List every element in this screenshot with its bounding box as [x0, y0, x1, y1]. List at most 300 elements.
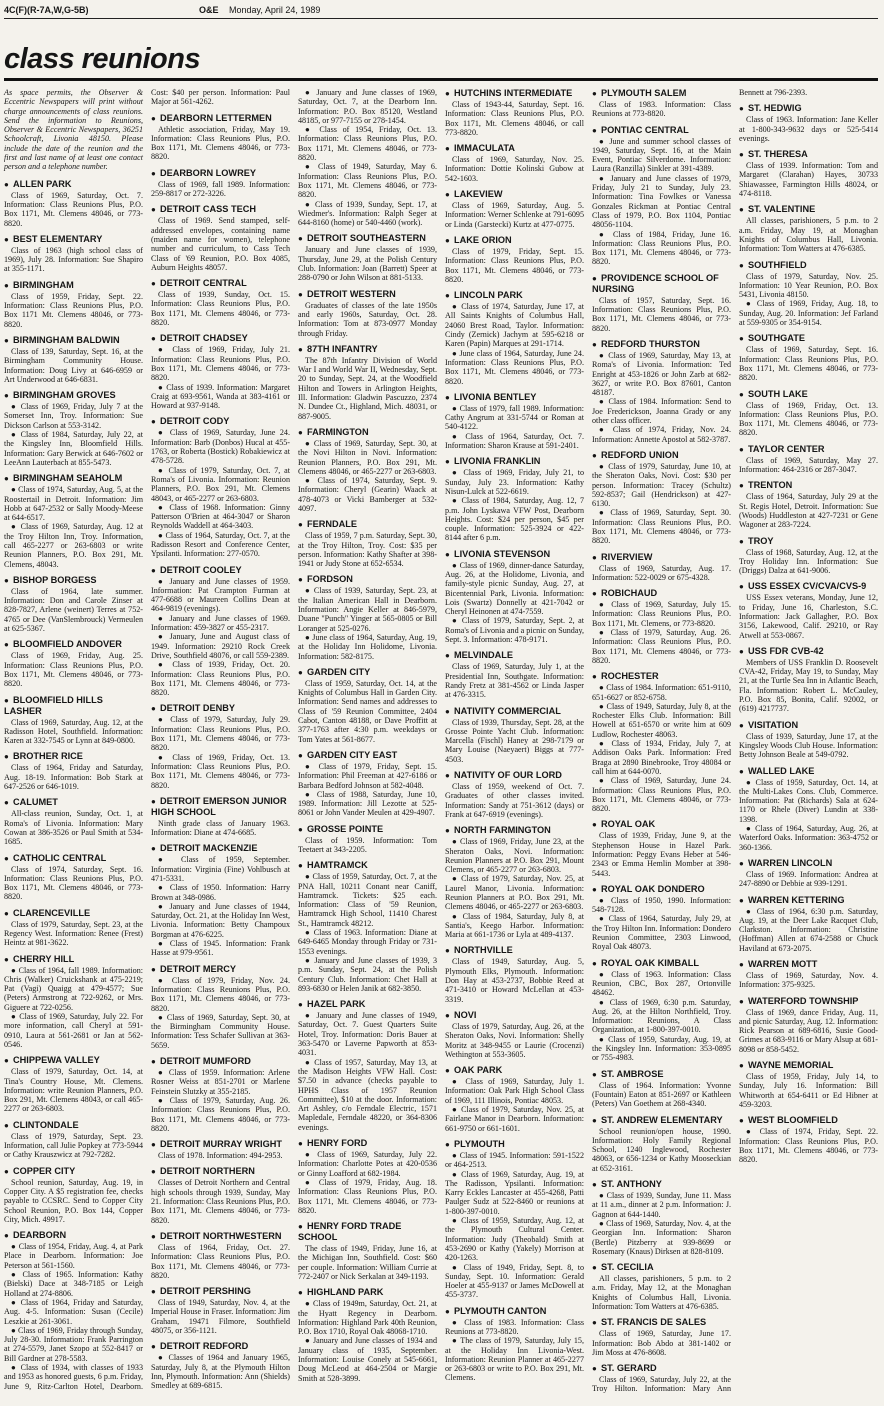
- school-name: [739, 858, 878, 869]
- school-name-text: ST. FRANCIS DE SALES: [601, 1317, 707, 1328]
- reunion-details: Class of 1939. Information: Tom and Margaret (Clarahan) Hayes, 30733 Shiawassee, Farmington Hills 48024, or 474-8118.: [739, 161, 878, 199]
- school-name: [592, 1262, 731, 1273]
- school-name: [445, 549, 584, 560]
- bullet-icon: ●: [592, 89, 597, 98]
- school-name-text: WARREN KETTERING: [748, 894, 845, 905]
- reunion-entry: [298, 574, 437, 660]
- reunion-entry: [739, 766, 878, 852]
- school-name: [151, 1166, 290, 1177]
- reunion-entry: [151, 703, 290, 789]
- school-name: [4, 954, 143, 965]
- reunion-details: ● Class of 1969, Saturday, July 22. Information: Charlotte Potes at 420-0536 or Ginny Loafford at 682-1984.: [298, 1150, 437, 1178]
- school-name-text: SOUTHFIELD: [748, 259, 807, 270]
- school-name: [151, 1056, 290, 1067]
- reunion-details: ● Class of 1974, Friday, Sept. 22. Information: Class Reunions Plus, P.O. Box 1171, Mt. Clemens 48046, or 773-8820.: [739, 1127, 878, 1165]
- school-name-text: OAK PARK: [454, 1065, 503, 1076]
- reunion-details: ● Class of 1939, Friday, Oct. 20. Information: Class Reunions Plus, P.O. Box 1171, Mt. Clemens 48046, or 773-8820.: [151, 660, 290, 698]
- reunion-details: ● Class of 1945. Information: 591-1522 or 464-2513.: [445, 1150, 584, 1170]
- school-name: [151, 1231, 290, 1242]
- bullet-icon: ●: [592, 1115, 597, 1125]
- school-name: [445, 650, 584, 661]
- school-name-text: ST. AMBROSE: [601, 1068, 664, 1079]
- bullet-icon: ●: [151, 1057, 156, 1067]
- school-name-text: ST. HEDWIG: [748, 103, 802, 114]
- school-name-text: ST. ANTHONY: [601, 1179, 662, 1190]
- school-name: [151, 168, 290, 179]
- reunion-entry: [4, 575, 143, 633]
- bullet-icon: ●: [445, 826, 450, 836]
- reunion-details: ● Class of 1969, Friday, July 7 at the Somerset Inn, Troy. Information: Sue Dickson Carlson at 553-3142.: [4, 402, 143, 430]
- school-name-text: DETROIT SOUTHEASTERN: [307, 233, 426, 244]
- reunion-entry: [739, 581, 878, 639]
- reunion-details: Class of 1969. Send stamped, self-addressed envelopes, containing name (maiden name for women), telephone number and curriculum, to Cass Tech Class of '69 Reunion, P.O. Box 4085, Auburn Heights 48057.: [151, 216, 290, 272]
- school-name: [151, 843, 290, 854]
- bullet-icon: ●: [445, 235, 450, 245]
- school-name-text: WEST BLOOMFIELD: [748, 1115, 838, 1126]
- bullet-icon: ●: [445, 1066, 450, 1076]
- bullet-icon: ●: [445, 291, 450, 301]
- reunion-details: ● Class of 1984. Information: 651-9110, 651-6627 or 852-6758.: [592, 683, 731, 702]
- reunion-details: ● Class of 1969, Saturday, Nov. 4, at the Georgian Inn. Information: Sharon (Bertle) Pitzberry at 939-8699 or Rosemary (Knaus) Dirksen at 828-8109.: [592, 1218, 731, 1256]
- reunion-entry: [4, 390, 143, 467]
- school-name: [4, 473, 143, 484]
- school-name-text: ST. CECILIA: [601, 1262, 654, 1273]
- bullet-icon: ●: [445, 549, 450, 559]
- school-name-text: RIVERVIEW: [601, 551, 653, 562]
- reunion-entry: [298, 1138, 437, 1215]
- bullet-icon: ●: [739, 205, 744, 215]
- reunion-entry: [151, 168, 290, 199]
- reunion-details: Class of 1959, Saturday, Oct. 14, at the Knights of Columbus Hall in Garden City. Information: Send names and addresses to Class of '59 Reunion Committee, 2404 Cabot, Canton 48188, or Dave Proffitt at 377-1763 after 4:30 p.m. weekdays or Tom Yates at 561-8677.: [298, 678, 437, 744]
- reunion-details: Class of 1969, Saturday, Aug. 5. Information: Werner Schlenke at 791-6095 or Linda (Garstecki) Kurtz at 477-0775.: [445, 201, 585, 229]
- school-name-text: ROBICHAUD: [601, 588, 658, 599]
- bullet-icon: ●: [592, 1069, 597, 1079]
- school-name: [4, 280, 143, 291]
- reunion-details: Class of 1979, Saturday, Aug. 26, at the Sheraton Oaks, Novi. Information: Shelly Moritz at 348-9455 or Laurie (Crocenzi) Wethington at 553-3605.: [445, 1021, 584, 1059]
- reunion-details: Class of 1963. Information: Jane Keller at 1-800-343-9632 days or 525-5414 evenings.: [739, 115, 878, 143]
- reunion-details: ● Class of 1959, September. Information: Virginia (Fine) Vohlbusch at 471-5331.: [151, 855, 290, 883]
- reunion-entry: [592, 339, 731, 444]
- reunion-details: ● Class of 1945. Information: Frank Hasse at 979-9561.: [151, 939, 290, 958]
- bullet-icon: ●: [445, 1306, 450, 1316]
- reunion-details: Class of 1969, Saturday, July 1, at the Presidential Inn, Southgate. Information: Randy Fretz at 381-4562 or Linda Jasper at 476-3315.: [445, 662, 584, 700]
- school-name: [592, 1179, 731, 1190]
- reunion-details: Class of 1968, Saturday, Aug. 12, at the Troy Holiday Inn. Information: Sue (Driggs) Dalza at 641-9006.: [739, 547, 878, 576]
- reunion-details: Class of 1939, Friday, June 9, at the Stephenson House in Hazel Park. Information: Peggy Evans Heber at 546-2343 or Emma Hemlin Momber at 398-5443.: [592, 831, 731, 878]
- reunion-details: Class of 1969, Saturday, June 17. Information: Bob Abdo at 381-1402 or Jim Moss at 476-8608.: [592, 1329, 731, 1357]
- reunion-details: ● June class of 1964, Saturday, Aug. 19, at the Holiday Inn Holidome, Livonia. Information: 582-8175.: [298, 632, 437, 661]
- school-name-text: PROVIDENCE SCHOOL OF NURSING: [592, 272, 719, 294]
- reunion-details: ● January and June classes of 1939, 3 p.m. Sunday, Sept. 24, at the Polish Century Club. Information: Chet Hall at 893-6830 or Helen Janik at 682-3850.: [298, 955, 437, 993]
- school-name: [298, 233, 437, 244]
- reunion-details: Class of 1939, Thursday, Sept. 28, at the Grosse Pointe Yacht Club. Information: Marcella (Fischl) Haney at 298-7179 or Mary Louise (Naeyaert) Biggs at 777-4503.: [445, 717, 584, 764]
- bullet-icon: ●: [445, 946, 450, 956]
- school-name-text: BLOOMFIELD HILLS LASHER: [4, 694, 103, 716]
- school-name-text: CHERRY HILL: [13, 953, 75, 964]
- reunion-details: ● Class of 1950. Information: Harry Brown at 348-0986.: [151, 883, 290, 902]
- bullet-icon: ●: [151, 334, 156, 344]
- reunion-details: ● Class of 1965. Information: Kathy (Bielski) Dace at 348-7185 or Leigh Holland at 274-8806.: [4, 1270, 143, 1298]
- school-name: [151, 416, 290, 427]
- reunion-entry: [151, 1139, 290, 1160]
- bullet-icon: ●: [592, 1364, 597, 1374]
- bullet-icon: ●: [592, 672, 597, 682]
- school-name-text: LINCOLN PARK: [454, 290, 523, 301]
- reunion-details: ● Class of 1954, Friday, Oct. 13. Information: Class Reunions Plus, P.O. Box 1171, Mt. Clemens 48046, or 773-8820.: [298, 125, 437, 163]
- bullet-icon: ●: [592, 589, 597, 599]
- reunion-entry: [445, 290, 584, 386]
- bullet-icon: ●: [739, 646, 744, 656]
- school-name: [739, 581, 878, 592]
- reunion-entry: [151, 204, 290, 272]
- school-name: [739, 333, 878, 344]
- school-name: [739, 536, 878, 547]
- school-name-text: VISITATION: [748, 719, 799, 730]
- reunion-details: USS Essex veterans, Monday, June 12, to Friday, June 16, Charleston, S.C. Information: Jack Gallagher, P.O. Box 3156, Lakewood, Calif. 29210, or Ray Atwell at 553-0867.: [739, 593, 878, 640]
- reunion-entry: [592, 1317, 731, 1357]
- reunion-entry: [445, 392, 584, 450]
- school-name: [298, 574, 437, 585]
- school-name: [739, 1060, 878, 1071]
- school-name: [739, 389, 878, 400]
- reunion-entry: [298, 667, 437, 744]
- page-title: class reunions: [4, 43, 201, 75]
- bullet-icon: ●: [4, 752, 9, 762]
- school-name-text: 87TH INFANTRY: [307, 343, 378, 354]
- reunion-details: Class of 1939, Saturday, June 17, at the Kingsley Woods Club House. Information: Betty Johnson Beale at 549-0792.: [739, 731, 878, 760]
- school-name: [739, 480, 878, 491]
- bullet-icon: ●: [592, 1180, 597, 1190]
- school-name-text: ROYAL OAK KIMBALL: [601, 957, 700, 968]
- reunion-entry: [445, 1065, 584, 1133]
- school-name-text: IMMACULATA: [454, 143, 515, 154]
- school-name-text: USS FDR CVB-42: [748, 645, 824, 656]
- bullet-icon: ●: [298, 234, 303, 244]
- reunion-details: ● Class of 1949, Friday, Sept. 8, to Sunday, Sept. 10. Information: Gerald Hoeler at 455-9137 or James McDowell at 455-3737.: [445, 1262, 584, 1300]
- reunion-details: ● Class of 1969, Friday, July 21, to Sunday, July 23. Information: Kathy Nisun-Lulck at 522-6619.: [445, 468, 584, 496]
- school-name-text: LAKE ORION: [454, 234, 512, 245]
- school-name: [298, 750, 437, 761]
- bullet-icon: ●: [4, 1056, 9, 1066]
- reunion-entry: [445, 706, 584, 764]
- school-name: [592, 671, 731, 682]
- reunion-details: Members of USS Franklin D. Roosevelt CVA-42, Friday, May 19, to Sunday, May 21, at the Turtle Sea Inn in Atlantic Beach, Fla. Information: Robert L. McCauley, P.O. Box 85, Bonita, Calif. 92002, or (619) 4217737.: [739, 657, 878, 714]
- bullet-icon: ●: [739, 996, 744, 1006]
- school-name-text: HENRY FORD: [307, 1138, 368, 1149]
- school-name-text: NATIVITY OF OUR LORD: [454, 770, 562, 781]
- school-name: [445, 1139, 584, 1150]
- reunion-details: ● Class of 1949, Saturday, July 8, at the Rochester Elks Club. Information: Bill Howell at 651-6570 or write him at 609 Ludlow, Rochester 48063.: [592, 701, 731, 739]
- reunion-details: Class of 1979, Friday, Sept. 15. Information: Class Reunions Plus, P.O. Box 1171, Mt. Clemens 48046, or 773-8820.: [445, 246, 584, 284]
- school-name-text: ST. THERESA: [748, 149, 808, 160]
- school-name: [739, 720, 878, 731]
- reunion-details: ● Class of 1969, Saturday, July 22. For more information, call Cheryl at 591-0910, Laura at 561-2681 or Jan at 562-0546.: [4, 1012, 143, 1049]
- school-name-text: PLYMOUTH: [454, 1138, 505, 1149]
- reunion-details: Class of 1969, Saturday, Oct. 7. Information: Class Reunions Plus, P.O. Box 1171, Mt. Clemens 48046, or 773-8820.: [4, 190, 143, 228]
- bullet-icon: ●: [739, 895, 744, 905]
- bullet-icon: ●: [592, 958, 597, 968]
- school-name: [739, 1115, 878, 1126]
- school-name: [592, 552, 731, 563]
- reunion-entry: [151, 278, 290, 327]
- reunion-details: ● January and June classes of 1934 and January class of 1935, September. Information: Louise Conely at 545-6661, Doug McLeod at 464-2504 or Margie Smith at 528-3899.: [298, 1336, 437, 1383]
- reunion-details: Class of 1978. Information: 494-2953.: [158, 1151, 283, 1161]
- school-name: [4, 1120, 143, 1131]
- school-name-text: CLARENCEVILLE: [13, 907, 91, 918]
- reunion-entry: [592, 671, 731, 813]
- school-name: [298, 427, 437, 438]
- reunion-details: ● Class of 1979, Friday, Aug. 18. Information: Class Reunions Plus, P.O. Box 1171, Mt. Clemens 48046, or 773-8820.: [298, 1177, 437, 1215]
- intro-text: As space permits, the Observer & Eccentric Newspapers will print without charge announcements of class reunions. Send the information to Reunions, Observer & Eccentric Newspapers, 36251 Schoolcraft, Livonia 48150. Please include the date of the reunion and the first and last name of at least one contact person and a telephone number.: [4, 88, 143, 172]
- reunion-entry: [739, 996, 878, 1054]
- school-name-text: DEARBORN: [13, 1230, 67, 1241]
- school-name-text: CALUMET: [13, 797, 58, 808]
- bullet-icon: ●: [298, 861, 303, 871]
- school-name-text: DETROIT CHADSEY: [160, 333, 248, 344]
- school-name-text: ROYAL OAK DONDERO: [601, 883, 705, 894]
- school-name-text: DETROIT COOLEY: [160, 564, 242, 575]
- bullet-icon: ●: [151, 1167, 156, 1177]
- reunion-entry: [4, 751, 143, 791]
- reunion-details: January and June classes of 1939, Thursday, June 29, at the Polish Century Club. Information: Joan (Barrett) Speer at 288-0790 or John Wilson at 881-5133.: [298, 245, 437, 283]
- school-name-text: BLOOMFIELD ANDOVER: [13, 639, 122, 650]
- reunion-entry: [739, 389, 878, 438]
- reunion-details: ● The class of 1979, Saturday, July 15, at the Holiday Inn Livonia-West. Information: Reunion Planner at 465-2277 or 263-6803 or write to P.O. Box 291, Mt. Clemens.: [445, 1336, 584, 1383]
- school-name: [298, 999, 437, 1010]
- bullet-icon: ●: [298, 289, 303, 299]
- reunion-details: ● January and June classes of 1959. Information: Pat Crampton Furman at 477-6688 or Maureen Collins Dean at 464-9819 (evenings).: [151, 576, 290, 614]
- bullet-icon: ●: [739, 582, 744, 592]
- school-name: [4, 575, 143, 586]
- school-name: [592, 273, 731, 295]
- bullet-icon: ●: [4, 391, 9, 401]
- school-name: [592, 1069, 731, 1080]
- school-name-text: SOUTH LAKE: [748, 388, 808, 399]
- school-name: [592, 1115, 731, 1126]
- bullet-icon: ●: [298, 344, 303, 354]
- school-name: [151, 113, 290, 124]
- school-name-text: PONTIAC CENTRAL: [601, 124, 689, 135]
- reunion-details: ● Class of 1979, Saturday, Sept. 2, at Roma's of Livonia and a picnic on Sunday, Sept. 3. Information: 478-9171.: [445, 616, 584, 645]
- school-name: [592, 339, 731, 350]
- reunion-entry: [151, 333, 290, 410]
- reunion-entry: [298, 344, 437, 421]
- reunion-details: Class of 1969, Saturday, May 27. Information: 464-2316 or 287-3047.: [739, 455, 878, 475]
- bullet-icon: ●: [298, 667, 303, 677]
- reunion-entry: [151, 796, 290, 838]
- school-name-text: DETROIT MUMFORD: [160, 1056, 251, 1067]
- bullet-icon: ●: [4, 335, 9, 345]
- reunion-entry: [739, 480, 878, 529]
- reunion-details: ● Class of 1968. Information: Ginny Patterson O'Brien at 464-3047 or Sharon Reynolds Waddell at 464-3403.: [151, 502, 290, 531]
- reunion-details: ● Class of 1979, Friday, Nov. 24. Information: Class Reunions Plus, P.O. Box 1171, Mt. Clemens 48046, or 773-8820.: [151, 975, 290, 1013]
- school-name: [445, 235, 584, 246]
- reunion-details: ● Class of 1964, Saturday, Oct. 7. Information: Sharon Krause at 591-2401.: [445, 431, 584, 451]
- reunion-details: ● January and June classes of 1979, Friday, July 21 to Sunday, July 23. Information: Tina Fowlkes or Vanessa Gonzales Rickman at Pontiac Central Class of 1979, P.O. Box 1104, Pontiac 48056-1104.: [592, 173, 731, 230]
- school-name: [4, 390, 143, 401]
- reunion-entry: [445, 456, 584, 542]
- school-name: [4, 1230, 143, 1241]
- bullet-icon: ●: [445, 771, 450, 781]
- bullet-icon: ●: [298, 1288, 303, 1298]
- school-name-text: ST. ANDREW ELEMENTARY: [601, 1114, 723, 1125]
- reunion-entry: [592, 88, 731, 119]
- school-name: [151, 278, 290, 289]
- bullet-icon: ●: [739, 389, 744, 399]
- school-name: [739, 260, 878, 271]
- reunion-details: Class of 1959. Information: Tom Teetaert at 343-2205.: [298, 835, 437, 854]
- school-name: [298, 824, 437, 835]
- reunion-details: ● Class of 1983. Information: Class Reunions at 773-8820.: [445, 1317, 584, 1336]
- school-name-text: FORDSON: [307, 574, 353, 585]
- school-name-text: REDFORD UNION: [601, 449, 679, 460]
- bullet-icon: ●: [298, 1139, 303, 1149]
- school-name-text: LIVONIA BENTLEY: [454, 391, 537, 402]
- reunion-entry: [445, 650, 584, 699]
- reunion-entry: [151, 565, 290, 698]
- school-name-text: DEARBORN LOWREY: [160, 167, 256, 178]
- reunion-details: ● Class of 1979, fall 1989. Information: Cathy Angrum at 331-5744 or Roman at 540-4122.: [445, 403, 584, 432]
- reunion-entry: [298, 999, 437, 1132]
- bullet-icon: ●: [298, 824, 303, 834]
- school-name: [445, 1010, 584, 1021]
- reunion-details: Class of 1969, Saturday, Sept. 16. Information: Class Reunions Plus, P.O. Box 1171, Mt. Clemens 48046, or 773-8820.: [739, 345, 878, 383]
- reunion-details: ● Class of 1969, dinner-dance Saturday, Aug. 26, at the Holidome, Livonia, and family-style picnic Sunday, Aug. 27, at Bicentennial Park, Livonia. Information: Lois (Swartz) Donnelly at 421-7042 or Cheryl Heinonen at 474-7559.: [445, 560, 584, 617]
- reunion-entry: [151, 1166, 290, 1224]
- school-name-text: NORTH FARMINGTON: [454, 825, 551, 836]
- bullet-icon: ●: [151, 565, 156, 575]
- school-name: [445, 88, 584, 99]
- reunion-details: ● January and June classes of 1949, Saturday, Oct. 7. Guest Quarters Suite Hotel, Troy. Information: Doris Bauer at 363-5470 or Laverne Papworth at 853-4031.: [298, 1011, 437, 1058]
- reunion-details: ● January and June classes of 1969. Information: 459-3827 or 455-2317.: [151, 613, 290, 633]
- school-name-text: WARREN LINCOLN: [748, 857, 833, 868]
- reunion-entry: [298, 519, 437, 568]
- bullet-icon: ●: [298, 575, 303, 585]
- reunion-details: ● Class of 1969, Saturday, May 13, at Roma's of Livonia. Information: Ted Enright at 453-1826 or John Zarb at 682-3627, or write P.O. Box 87601, Canton 48187.: [592, 350, 731, 398]
- reunion-details: The class of 1949, Friday, June 16, at the Michigan Inn, Southfield. Cost: $60 per couple. Information: William Currie at 772-2407 or Nick Serkalan at 349-1193.: [298, 1244, 437, 1281]
- school-name-text: GARDEN CITY: [307, 666, 371, 677]
- school-name-text: DETROIT MURRAY WRIGHT: [160, 1139, 282, 1150]
- reunion-details: ● Class of 1963. Information: Diane at 649-6465 Monday through Friday or 731-1553 evenings.: [298, 928, 437, 956]
- school-name: [592, 1363, 731, 1374]
- reunion-details: ● Class of 1979, Saturday, Aug. 26. Information: Class Reunions Plus, P.O. Box 1171, Mt. Clemens 48046, or 773-8820.: [592, 628, 731, 665]
- reunion-details: ● Class of 1969, Friday through Sunday, July 28-30. Information: Frank Parrington at 274-5579, Janet Szopo at 552-8417 or Bill Gardner at 278-5583.: [4, 1325, 143, 1363]
- reunion-details: ● Class of 1949m, Saturday, Oct. 21, at the Hyatt Regency in Dearborn. Information: Highland Park 40th Reunion, P.O. Box 1710, Royal Oak 48068-1710.: [298, 1299, 437, 1337]
- bullet-icon: ●: [151, 168, 156, 178]
- reunion-details: ● Class of 1979, Saturday, Nov. 25, at Laurel Manor, Livonia. Information: Reunion Planners at P.O. Box 291, Mt. Clemens 48046, or 465-2277 or 263-6803.: [445, 874, 584, 912]
- reunion-details: Class of 139, Saturday, Sept. 16, at the Birmingham Community House. Information: Doug Livy at 646-6959 or Art Underwood at 646-6831.: [4, 346, 143, 384]
- reunion-details: Class of 1979, Saturday, Sept. 23. Information, call Julie Popkey at 773-5944 or Cathy Krauszwicz at 792-7282.: [4, 1131, 143, 1160]
- school-name: [4, 179, 143, 190]
- reunion-entry: [739, 959, 878, 990]
- reunion-entry: [445, 189, 584, 229]
- reunion-entry: [445, 770, 584, 819]
- reunion-entry: [298, 1221, 437, 1281]
- bullet-icon: ●: [739, 1061, 744, 1071]
- reunion-entry: [739, 720, 878, 760]
- school-name-text: LIVONIA STEVENSON: [454, 548, 551, 559]
- reunion-entry: [445, 945, 584, 1003]
- bullet-icon: ●: [298, 1222, 303, 1232]
- school-name-text: BIRMINGHAM GROVES: [13, 390, 116, 401]
- reunion-details: All classes, parishioners, 5 p.m. to 2 a.m. Friday, May 19, at Monaghan Knights of Columbus Hall, Livonia. Information: Tom Watters at 476-6385.: [739, 216, 878, 254]
- reunion-entry: [592, 884, 731, 952]
- reunion-details: ● Class of 1964, Friday and Saturday, Aug. 4-5. Information: Susan (Cecile) Leszkie at 261-3061.: [4, 1297, 143, 1326]
- school-name-text: DETROIT WESTERN: [307, 288, 396, 299]
- school-name: [445, 825, 584, 836]
- school-name-text: CLINTONDALE: [13, 1119, 79, 1130]
- school-name-text: DETROIT CODY: [160, 416, 230, 427]
- reunion-details: Class of 1969, Saturday, Aug. 17. Information: 522-0029 or 675-4328.: [592, 563, 731, 582]
- reunion-details: Class of 1969, Friday, Oct. 13. Information: Class Reunions Plus, P.O. Box 1171, Mt. Clemens 48046, or 773-8820.: [739, 400, 878, 438]
- reunion-details: ● June and summer school classes of 1949, Saturday, Sept. 16, at the Main Event, Pontiac Silverdome. Information: Laura (Ranzilla) Sinkler at 391-4389.: [592, 136, 731, 174]
- bullet-icon: ●: [4, 954, 9, 964]
- school-name-text: DETROIT MACKENZIE: [160, 843, 258, 854]
- school-name: [592, 819, 731, 830]
- reunion-entry: [4, 797, 143, 846]
- school-name-text: PLYMOUTH CANTON: [454, 1305, 547, 1316]
- reunion-details: ● Class of 1959, Saturday, Aug. 12, at the Plymouth Cultural Center. Information: Judy (Theobald) Smith at 453-2690 or Kathy (Yakely) Morrison at 420-1263.: [445, 1216, 584, 1263]
- reunion-entry: [151, 1286, 290, 1335]
- reunion-entry: [445, 143, 584, 183]
- bullet-icon: ●: [151, 279, 156, 289]
- school-name-text: LAKEVIEW: [454, 189, 503, 200]
- bullet-icon: ●: [4, 1166, 9, 1176]
- bullet-icon: ●: [298, 750, 303, 760]
- reunion-details: ● Class of 1950, 1990. Information: 548-7128.: [592, 895, 731, 915]
- reunion-entry: [592, 273, 731, 333]
- reunion-entry: [739, 260, 878, 328]
- reunion-entry: [4, 179, 143, 228]
- reunion-details: Class of 1959, weekend of Oct. 7. Graduates of other classes invited. Information: Sandy at 751-3612 (days) or Frank at 647-6919 (evenings).: [445, 782, 584, 819]
- reunion-details: ● Class of 1979, Saturday, Aug. 26. Information: Class Reunions Plus, P.O. Box 1171, Mt. Clemens 48046, or 773-8820.: [151, 1095, 290, 1133]
- reunion-details: ● Class of 1979, Saturday, Oct. 7, at Roma's of Livonia. Information: Reunion Planners, P.O. Box 291, Mt. Clemens 48043, or 465-2277 or 263-6803.: [151, 465, 290, 503]
- reunion-entry: [739, 204, 878, 253]
- bullet-icon: ●: [739, 858, 744, 868]
- school-name: [298, 1287, 437, 1298]
- reunion-details: All-class reunion, Sunday, Oct. 1, at Roma's of Livonia. Information: Mary Cowan at 386-3526 or Paul Smith at 534-1685.: [4, 809, 143, 847]
- bullet-icon: ●: [739, 104, 744, 114]
- school-name-text: MELVINDALE: [454, 650, 514, 661]
- school-name: [151, 333, 290, 344]
- reunion-details: ● Class of 1979, Saturday, July 29. Information: Class Reunions Plus, P.O. Box 1171, Mt. Clemens 48046, or 773-8820.: [151, 715, 290, 753]
- reunion-entry: [739, 103, 878, 143]
- school-name: [151, 964, 290, 975]
- school-name-text: ALLEN PARK: [13, 178, 72, 189]
- reunion-details: Class of 1959, Friday, July 14, to Sunday, July 16. Information: Bill Whitworth at 654-6411 or Ed Hibner at 459-3203.: [739, 1072, 878, 1109]
- reunion-details: Class of 1974, Saturday, Sept. 16. Information: Class Reunions Plus, P.O. Box 1171, Mt. Clemens 48046, or 773-8820.: [4, 864, 143, 902]
- bullet-icon: ●: [445, 706, 450, 716]
- reunion-entry: [739, 646, 878, 714]
- reunion-details: Class of 1969. Information: Andrea at 247-8890 or Debbie at 939-1291.: [739, 869, 878, 889]
- reunion-entry: [298, 824, 437, 855]
- paper-name: O&E: [199, 5, 219, 15]
- school-name: [592, 450, 731, 461]
- reunion-details: ● Class of 1974, Saturday, June 17, at All Saints Knights of Columbus Hall, 24060 Brest Road, Taylor. Information: Cindy (Zernick) Jachym at 595-6218 or Karen (Papin) Marques at 291-1714.: [445, 302, 584, 349]
- bullet-icon: ●: [592, 884, 597, 894]
- school-name: [4, 639, 143, 650]
- reunion-details: ● Class of 1974, Friday, Nov. 24. Information: Annette Apostol at 582-3787.: [592, 425, 731, 444]
- school-name-text: DEARBORN LETTERMEN: [160, 112, 272, 123]
- bullet-icon: ●: [298, 1000, 303, 1010]
- reunion-details: ● Class of 1979, Saturday, June 10, at the Sheraton Oaks, Novi. Cost: $30 per person. Information: Tracey (Schultz) 592-8537; Gail (Hendrickson) at 427-6130.: [592, 461, 731, 509]
- reunion-entry: [4, 1166, 143, 1224]
- reunion-entry: [4, 639, 143, 688]
- school-name: [151, 796, 290, 818]
- reunion-details: ● Class of 1959, Saturday, Oct. 14, at the Multi-Lakes Cons. Club, Commerce. Information: Pat (Richards) Sala at 624-1170 or Rhele (Diver) Lundin at 338-1398.: [739, 777, 878, 824]
- reunion-entry: [592, 1115, 731, 1173]
- reunion-details: Class of 1969, Saturday, Nov. 25. Information: Dottie Kolinski Gubow at 542-1603.: [445, 155, 584, 183]
